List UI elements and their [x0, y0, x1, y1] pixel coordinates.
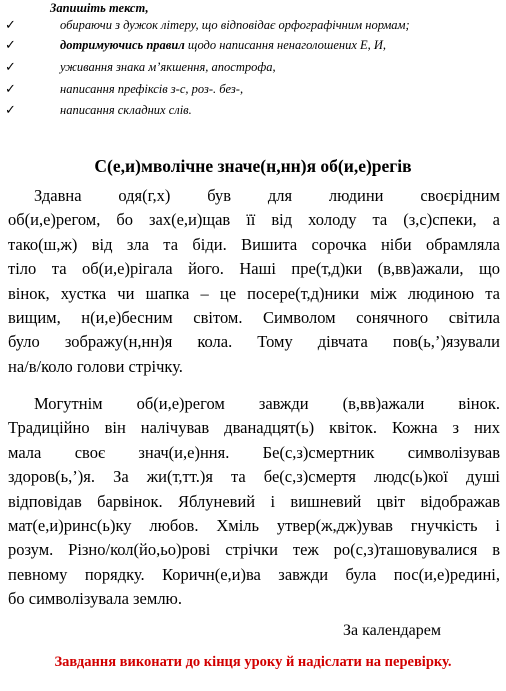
paragraph-1: [8, 184, 500, 379]
text-line: вінок, хустка чи шапка – це посере(т,д)ники між людиною та: [8, 283, 500, 303]
paragraph-2: [8, 392, 500, 612]
checkmark-icon: ✓: [5, 59, 16, 74]
instruction-item: ✓ уживання знака м’якшення, апострофа,: [5, 59, 276, 74]
source-attribution: За календарем: [343, 622, 442, 639]
text-line: мат(е,и)ринс(ь)ку любов. Хміль утвер(ж,дж)ував гнучкість і: [8, 516, 500, 536]
instruction-item: ✓ написання складних слів.: [5, 102, 192, 117]
checkmark-icon: ✓: [5, 17, 16, 32]
text-line: здоров(ь,’)я. За жи(т,тт.)я та бе(с,з)смертя людс(ь)кої душі: [8, 467, 500, 487]
instruction-item: ✓ обираючи з дужок літеру, що відповідає орфографічним нормам;: [5, 17, 410, 32]
text-line: Традиційно він налічував дванадцят(ь) квіток. Кожна з них: [8, 418, 500, 438]
instructions-title: Запишіть текст,: [50, 1, 149, 15]
checkmark-icon: ✓: [5, 81, 16, 96]
text-line: тако(ш,ж) від зла та біди. Вишита сорочка ніби обрамляла: [8, 234, 500, 254]
text-line: Могутнім об(и,е)регом завжди (в,вв)ажали вінок.: [34, 394, 500, 413]
text-line: об(и,е)регом, бо зах(е,и)щав її від холоду та (з,с)спеки, а: [8, 210, 500, 230]
checkmark-icon: ✓: [5, 37, 16, 52]
checkmark-icon: ✓: [5, 102, 16, 117]
text-line: тіло та об(и,е)рігала його. Наші пре(т,д)ки (в,вв)ажали, що: [8, 259, 500, 279]
instruction-item: ✓ написання префіксів з-с, роз-. без-,: [5, 81, 244, 96]
text-line: Здавна одя(г,х) був для людини своєрідним: [34, 186, 500, 205]
text-heading: С(е,и)мволічне значе(н,нн)я об(и,е)регів: [94, 156, 412, 176]
text-line: відповідав барвінок. Яблуневий і вишневий цвіт відображав: [8, 491, 500, 511]
text-line: бо символізувала землю.: [8, 589, 183, 609]
text-line: розум. Різно/кол(йо,ьо)рові стрічки теж ро(с,з)ташовувалися в: [8, 540, 500, 560]
text-line: на/в/коло голови стрічку.: [8, 356, 183, 376]
text-line: вищим, н(и,е)бесним світом. Символом сонячного світила: [8, 308, 500, 328]
task-note: Завдання виконати до кінця уроку й надіслати на перевірку.: [54, 654, 452, 670]
text-line: мала своє знач(и,е)ння. Бе(с,з)смертник символізував: [8, 442, 500, 462]
instruction-item: ✓ дотримуючись правил щодо написання ненаголошених Е, И,: [5, 37, 387, 52]
text-line: було зображу(н,нн)я кола. Тому дівчата пов(ь,’)язували: [8, 332, 500, 352]
text-line: певному порядку. Коричн(е,и)ва завжди була пос(и,е)редині,: [8, 564, 500, 584]
